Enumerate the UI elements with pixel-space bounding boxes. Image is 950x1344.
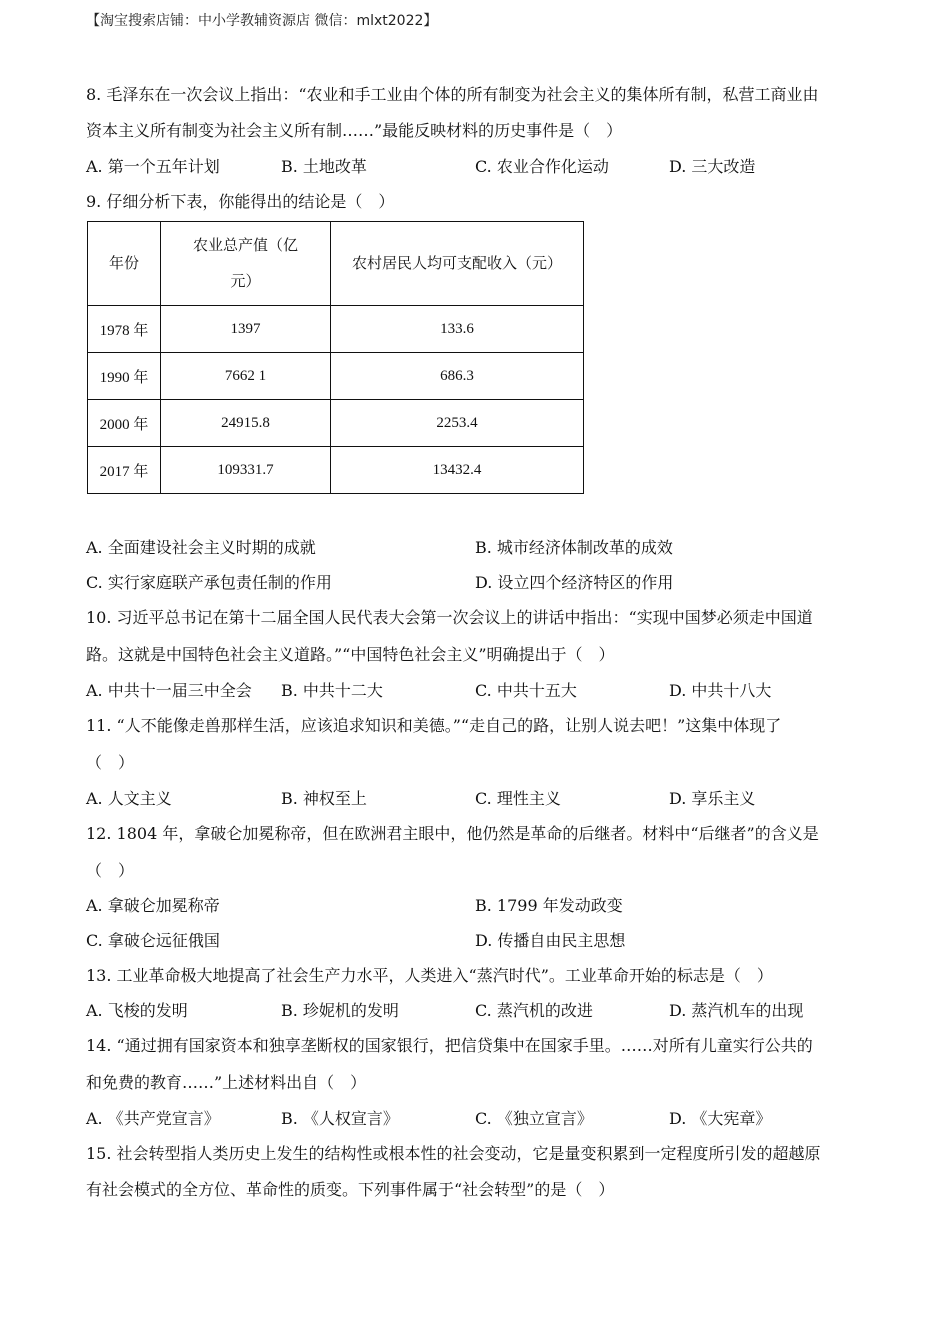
q9-option-d[interactable]: D. 设立四个经济特区的作用 — [475, 573, 674, 592]
table-row — [88, 447, 584, 494]
cell-rural-income: 686.3 — [331, 353, 584, 400]
q13-option-a[interactable]: A. 飞梭的发明 — [86, 1001, 188, 1020]
q10-option-c[interactable]: C. 中共十五大 — [475, 681, 577, 700]
cell-agri-output: 109331.7 — [161, 447, 331, 494]
q14-option-b[interactable]: B. 《人权宣言》 — [281, 1109, 399, 1128]
q14-option-c[interactable]: C. 《独立宣言》 — [475, 1109, 593, 1128]
table-row — [88, 400, 584, 447]
cell-rural-income: 2253.4 — [331, 400, 584, 447]
q13-stem: 13. 工业革命极大地提高了社会生产力水平，人类进入“蒸汽时代”。工业革命开始的标志是（ ） — [86, 966, 773, 985]
header-agri-output — [161, 222, 331, 306]
cell-agri-output: 7662 1 — [161, 353, 331, 400]
q15-stem-line2: 有社会模式的全方位、革命性的质变。下列事件属于“社会转型”的是（ ） — [86, 1180, 615, 1199]
cell-year: 2000 年 — [88, 400, 161, 447]
q11-option-a[interactable]: A. 人文主义 — [86, 789, 172, 808]
cell-rural-income: 133.6 — [331, 306, 584, 353]
q10-option-a[interactable]: A. 中共十一届三中全会 — [86, 681, 252, 700]
q8-option-b[interactable]: B. 土地改革 — [281, 157, 367, 176]
table-row — [88, 306, 584, 353]
q12-stem-line2: （ ） — [86, 861, 135, 880]
q15-stem-line1: 15. 社会转型指人类历史上发生的结构性或根本性的社会变动，它是量变积累到一定程度所引发的超越原 — [86, 1144, 821, 1163]
q10-stem-line1: 10. 习近平总书记在第十二届全国人民代表大会第一次会议上的讲话中指出：“实现中国梦必须走中国道 — [86, 608, 813, 627]
page-header: 【淘宝搜索店铺：中小学教辅资源店 微信：mlxt2022】 — [86, 13, 438, 29]
q13-option-b[interactable]: B. 珍妮机的发明 — [281, 1001, 399, 1020]
q12-option-d[interactable]: D. 传播自由民主思想 — [475, 931, 626, 950]
cell-agri-output: 1397 — [161, 306, 331, 353]
q14-stem-line2: 和免费的教育……”上述材料出自（ ） — [86, 1073, 367, 1092]
cell-year: 2017 年 — [88, 447, 161, 494]
q13-option-c[interactable]: C. 蒸汽机的改进 — [475, 1001, 593, 1020]
q8-option-c[interactable]: C. 农业合作化运动 — [475, 157, 609, 176]
q12-option-c[interactable]: C. 拿破仑远征俄国 — [86, 931, 220, 950]
cell-year: 1990 年 — [88, 353, 161, 400]
q8-stem-line2: 资本主义所有制变为社会主义所有制……”最能反映材料的历史事件是（ ） — [86, 121, 623, 140]
q11-option-b[interactable]: B. 神权至上 — [281, 789, 367, 808]
q11-stem-line2: （ ） — [86, 753, 135, 772]
table-header-row — [88, 222, 584, 306]
q9-option-a[interactable]: A. 全面建设社会主义时期的成就 — [86, 538, 316, 557]
q10-option-b[interactable]: B. 中共十二大 — [281, 681, 383, 700]
q10-stem-line2: 路。这就是中国特色社会主义道路。”“中国特色社会主义”明确提出于（ ） — [86, 645, 615, 664]
q11-option-c[interactable]: C. 理性主义 — [475, 789, 561, 808]
cell-agri-output: 24915.8 — [161, 400, 331, 447]
q8-stem-line1: 8. 毛泽东在一次会议上指出：“农业和手工业由个体的所有制变为社会主义的集体所有制，私营工商业由 — [86, 85, 819, 104]
data-table — [87, 221, 584, 494]
q14-option-a[interactable]: A. 《共产党宣言》 — [86, 1109, 220, 1128]
q8-option-d[interactable]: D. 三大改造 — [669, 157, 756, 176]
q10-option-d[interactable]: D. 中共十八大 — [669, 681, 772, 700]
q8-option-a[interactable]: A. 第一个五年计划 — [86, 157, 220, 176]
header-agri-output-text: 农业总产值（亿元） — [192, 237, 298, 290]
q14-stem-line1: 14. “通过拥有国家资本和独享垄断权的国家银行，把信贷集中在国家手里。……对所有儿童实行公共的 — [86, 1036, 813, 1055]
q12-stem-line1: 12. 1804 年，拿破仑加冕称帝，但在欧洲君主眼中，他仍然是革命的后继者。材料中“后继者”的含义是 — [86, 824, 819, 843]
q12-option-b[interactable]: B. 1799 年发动政变 — [475, 896, 623, 915]
q9-option-c[interactable]: C. 实行家庭联产承包责任制的作用 — [86, 573, 332, 592]
q11-stem-line1: 11. “人不能像走兽那样生活，应该追求知识和美德。”“走自己的路，让别人说去吧！”这集中体现了 — [86, 716, 782, 735]
q13-option-d[interactable]: D. 蒸汽机车的出现 — [669, 1001, 804, 1020]
header-year: 年份 — [88, 222, 161, 306]
header-rural-income: 农村居民人均可支配收入（元） — [331, 222, 584, 306]
cell-year: 1978 年 — [88, 306, 161, 353]
cell-rural-income: 13432.4 — [331, 447, 584, 494]
q9-option-b[interactable]: B. 城市经济体制改革的成效 — [475, 538, 673, 557]
table-row — [88, 353, 584, 400]
q9-stem: 9. 仔细分析下表，你能得出的结论是（ ） — [86, 192, 395, 211]
q12-option-a[interactable]: A. 拿破仑加冕称帝 — [86, 896, 220, 915]
q14-option-d[interactable]: D. 《大宪章》 — [669, 1109, 772, 1128]
q11-option-d[interactable]: D. 享乐主义 — [669, 789, 756, 808]
